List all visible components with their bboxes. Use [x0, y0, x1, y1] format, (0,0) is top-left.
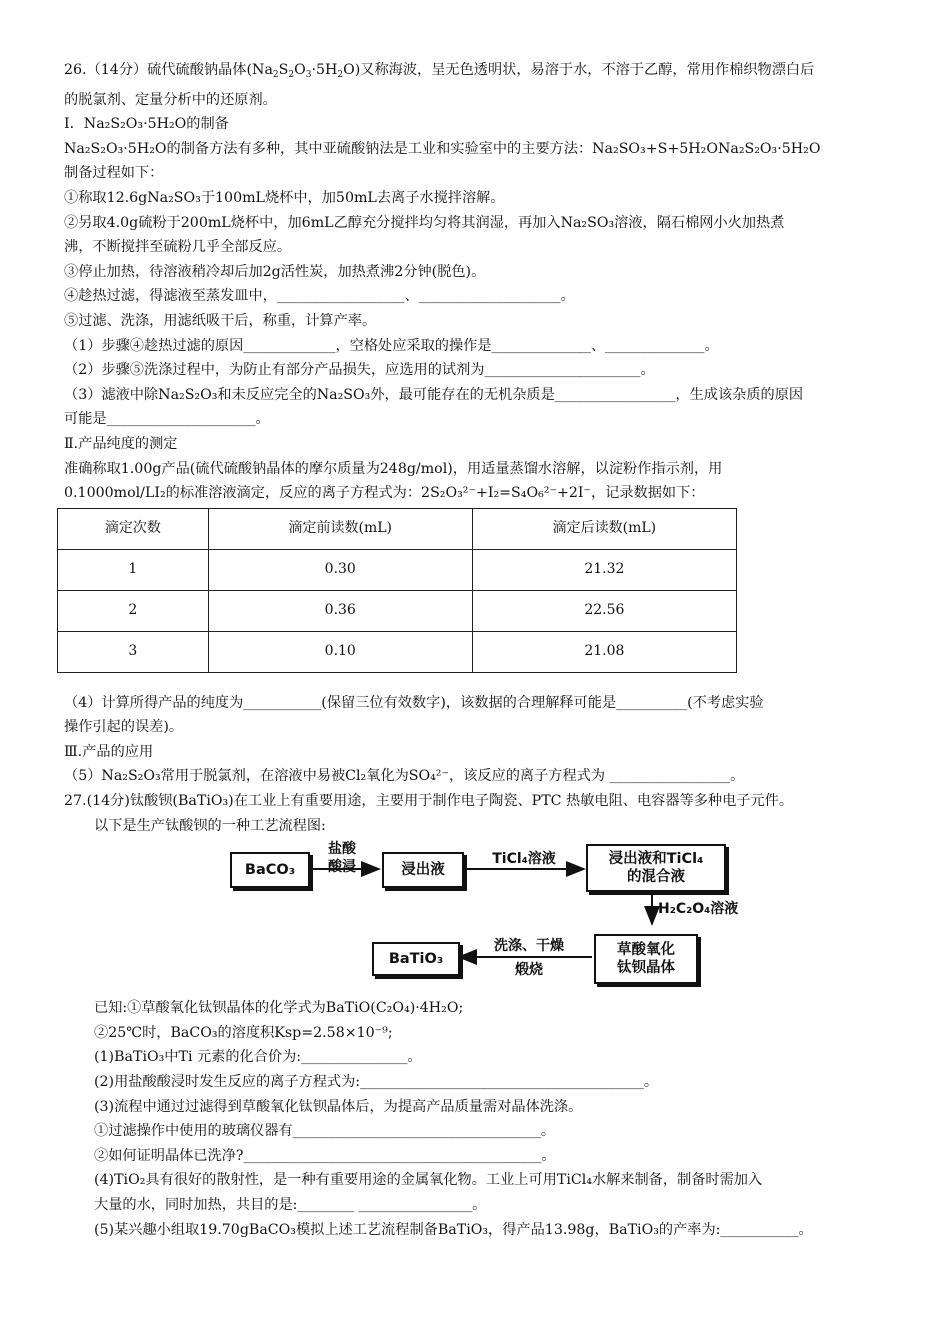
table-header-cell: 滴定次数 — [58, 508, 209, 549]
known-1: 已知:①草酸氧化钛钡晶体的化学式为BaTiO(C₂O₄)·4H₂O; — [94, 1000, 464, 1017]
table-header-cell: 滴定前读数(mL) — [208, 508, 472, 549]
q26-method-line: Na₂S₂O₃·5H₂O的制备方法有多种，其中亚硫酸钠法是工业和实验室中的主要方法：Na₂SO₃+S+5H₂ONa₂S₂O₃·5H₂O — [64, 140, 821, 157]
measurement-line1: 准确称取1.00g产品(硫代硫酸钠晶体的摩尔质量为248g/mol)，用适量蒸馏水溶解，以淀粉作指示剂，用 — [64, 460, 723, 477]
q27-intro-line1: 27.(14分)钛酸钡(BaTiO₃)在工业上有重要用途，主要用于制作电子陶瓷、PTC 热敏电阻、电容器等多种电子元件。 — [64, 793, 794, 810]
label-h2c2o4-solution: H₂C₂O₄溶液 — [658, 901, 739, 918]
table-cell: 0.30 — [208, 549, 472, 590]
part-3-a: ①过滤操作中使用的玻璃仪器有___________________________________。 — [94, 1123, 556, 1140]
measurement-line2: 0.1000mol/LI₂的标准溶液滴定，反应的离子方程式为：2S₂O₃²⁻+I₂=S₄O₆²⁻+2I⁻，记录数据如下： — [64, 485, 705, 502]
exam-page — [64, 58, 894, 1242]
section-heading-2: Ⅱ.产品纯度的测定 — [64, 435, 178, 452]
part-2: (2)用盐酸酸浸时发生反应的离子方程式为:________________________________________。 — [94, 1074, 659, 1091]
q26-intro-line1: 26.（14分）硫代硫酸钠晶体$(Na_2S_2O_3\cdot 5H_2O)$又称海波，呈无色透明状，易溶于水，不溶于乙醇，常用作棉织物漂白后 — [64, 62, 815, 80]
question-3-line2: 可能是_____________________。 — [64, 411, 270, 428]
part-4-line1: (4)TiO₂具有很好的散射性，是一种有重要用途的金属氧化物。工业上可用TiCl₄水解来制备，制备时需加入 — [94, 1172, 763, 1189]
label-wash-dry-calcine: 洗涤、干燥 煅烧 — [494, 938, 564, 979]
titration-table — [57, 508, 737, 673]
part-3: (3)流程中通过过滤得到草酸氧化钛钡晶体后，为提高产品质量需对晶体洗涤。 — [94, 1098, 583, 1115]
part-5: (5)某兴趣小组取19.70gBaCO₃模拟上述工艺流程制备BaTiO₃，得产品13.98g，BaTiO₃的产率为:___________。 — [94, 1221, 813, 1238]
table-cell: 0.10 — [208, 631, 472, 672]
process-flowchart — [224, 841, 784, 984]
table-cell: 22.56 — [472, 590, 736, 631]
node-oxalate-crystal: 草酸氧化 钛钡晶体 — [594, 934, 698, 984]
node-baco3: BaCO₃ — [230, 852, 310, 888]
label-ticl4-solution: TiCl₄溶液 — [492, 851, 556, 868]
table-cell: 3 — [58, 631, 209, 672]
step-2-line1: ②另取4.0g硫粉于200mL烧杯中，加6mL乙醇充分搅拌均匀将其润湿，再加入Na₂SO₃溶液，隔石棉网小火加热煮 — [64, 214, 785, 231]
q26-procedure-heading: 制备过程如下： — [64, 165, 164, 182]
question-2: （2）步骤⑤洗涤过程中，为防止有部分产品损失，应选用的试剂为______________________。 — [64, 362, 655, 379]
node-batio3: BaTiO₃ — [372, 942, 460, 976]
table-cell: 2 — [58, 590, 209, 631]
question-3-line1: （3）滤液中除Na₂S₂O₃和未反应完全的Na₂SO₃外，最可能存在的无机杂质是_________________，生成该杂质的原因 — [64, 386, 804, 403]
table-cell: 1 — [58, 549, 209, 590]
known-2: ②25℃时，BaCO₃的溶度积Ksp=2.58×10⁻⁹; — [94, 1024, 393, 1041]
part-4-line2: 大量的水，同时加热，共目的是:________ ________________。 — [94, 1197, 487, 1213]
table-cell: 21.08 — [472, 631, 736, 672]
section-heading-3: Ⅲ.产品的应用 — [64, 743, 154, 760]
q26-intro-line2: 的脱氯剂、定量分析中的还原剂。 — [64, 91, 277, 108]
step-4: ④趁热过滤，得滤液至蒸发皿中，__________________、____________________。 — [64, 288, 575, 305]
table-row — [58, 631, 737, 672]
table-cell: 21.32 — [472, 549, 736, 590]
step-2-line2: 沸，不断搅拌至硫粉几乎全部反应。 — [64, 239, 292, 256]
table-header-row — [58, 508, 737, 549]
step-3: ③停止加热，待溶液稍冷却后加2g活性炭，加热煮沸2分钟(脱色)。 — [64, 263, 486, 280]
question-1: （1）步骤④趁热过滤的原因_____________，空格处应采取的操作是______________、______________。 — [64, 337, 719, 354]
step-1: ①称取12.6gNa₂SO₃于100mL烧杯中，加50mL去离子水搅拌溶解。 — [64, 189, 505, 206]
node-mixed-solution: 浸出液和TiCl₄ 的混合液 — [586, 844, 726, 892]
question-5: （5）Na₂S₂O₃常用于脱氯剂，在溶液中易被Cl₂氧化为SO₄²⁻，该反应的离子方程式为 _________________。 — [64, 768, 745, 785]
table-row — [58, 590, 737, 631]
part-1: (1)BaTiO₃中Ti 元素的化合价为:_______________。 — [94, 1049, 422, 1066]
table-cell: 0.36 — [208, 590, 472, 631]
q27-intro-line2: 以下是生产钛酸钡的一种工艺流程图: — [94, 817, 326, 834]
question-4-line1: （4）计算所得产品的纯度为___________(保留三位有效数字)，该数据的合理解释可能是__________(不考虑实验 — [64, 694, 764, 711]
table-header-cell: 滴定后读数(mL) — [472, 508, 736, 549]
part-3-b: ②如何证明晶体已洗净?__________________________________________。 — [94, 1147, 556, 1164]
question-4-line2: 操作引起的误差)。 — [64, 719, 184, 736]
node-leachate: 浸出液 — [382, 852, 464, 888]
step-5: ⑤过滤、洗涤，用滤纸吸干后，称重，计算产率。 — [64, 312, 377, 329]
section-heading-1: Ⅰ．Na₂S₂O₃·5H₂O的制备 — [64, 116, 229, 133]
label-acid-leach: 盐酸 酸浸 — [328, 841, 356, 876]
table-row — [58, 549, 737, 590]
